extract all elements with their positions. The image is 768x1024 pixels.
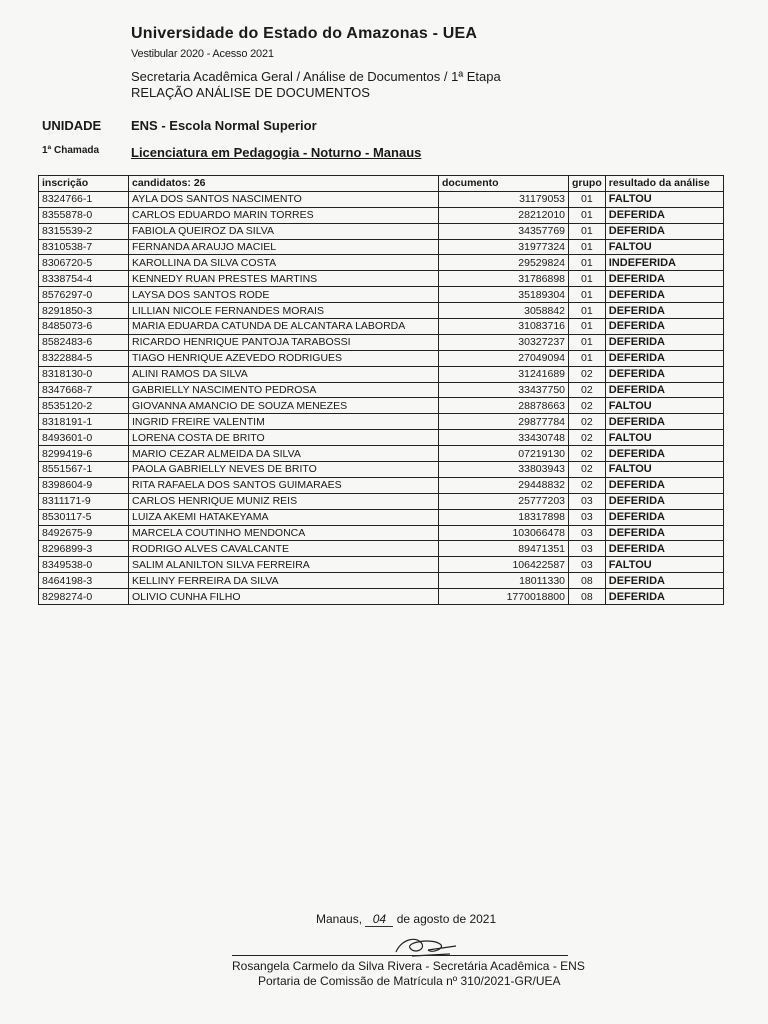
cell-grupo: 03 [569, 525, 606, 541]
cell-inscricao: 8311171-9 [39, 493, 129, 509]
header-grupo: grupo [569, 176, 606, 192]
date-rest: de agosto de 2021 [396, 912, 497, 926]
cell-inscricao: 8349538-0 [39, 557, 129, 573]
cell-grupo: 08 [569, 589, 606, 605]
signer-name: Rosangela Carmelo da Silva Rivera - Secretária Acadêmica - ENS [232, 959, 585, 973]
table-row [39, 525, 724, 541]
cell-inscricao: 8298274-0 [39, 589, 129, 605]
table-row [39, 350, 724, 366]
cell-inscricao: 8582483-6 [39, 334, 129, 350]
cell-nome: ALINI RAMOS DA SILVA [129, 366, 439, 382]
table-row [39, 493, 724, 509]
cell-grupo: 02 [569, 462, 606, 478]
cell-documento: 28878663 [439, 398, 569, 414]
cell-documento: 18011330 [439, 573, 569, 589]
cell-inscricao: 8398604-9 [39, 477, 129, 493]
cell-resultado: DEFERIDA [605, 287, 723, 303]
cell-grupo: 03 [569, 541, 606, 557]
cell-nome: OLIVIO CUNHA FILHO [129, 589, 439, 605]
cell-documento: 30327237 [439, 334, 569, 350]
cell-inscricao: 8493601-0 [39, 430, 129, 446]
cell-inscricao: 8535120-2 [39, 398, 129, 414]
cell-resultado: DEFERIDA [605, 207, 723, 223]
cell-inscricao: 8322884-5 [39, 350, 129, 366]
signature-line [232, 955, 568, 956]
table-row [39, 477, 724, 493]
cell-inscricao: 8576297-0 [39, 287, 129, 303]
cell-documento: 29529824 [439, 255, 569, 271]
cell-grupo: 01 [569, 223, 606, 239]
cell-resultado: DEFERIDA [605, 477, 723, 493]
cell-resultado: DEFERIDA [605, 541, 723, 557]
cell-nome: RITA RAFAELA DOS SANTOS GUIMARAES [129, 477, 439, 493]
cell-nome: LAYSA DOS SANTOS RODE [129, 287, 439, 303]
cell-documento: 33430748 [439, 430, 569, 446]
cell-inscricao: 8347668-7 [39, 382, 129, 398]
cell-grupo: 02 [569, 477, 606, 493]
cell-documento: 31179053 [439, 191, 569, 207]
cell-grupo: 01 [569, 191, 606, 207]
cell-documento: 33803943 [439, 462, 569, 478]
report-title: RELAÇÃO ANÁLISE DE DOCUMENTOS [131, 85, 370, 100]
table-row [39, 398, 724, 414]
cell-documento: 1770018800 [439, 589, 569, 605]
cell-grupo: 03 [569, 557, 606, 573]
cell-inscricao: 8492675-9 [39, 525, 129, 541]
header-documento: documento [439, 176, 569, 192]
cell-grupo: 08 [569, 573, 606, 589]
cell-grupo: 02 [569, 366, 606, 382]
cell-resultado: DEFERIDA [605, 350, 723, 366]
header-candidatos: candidatos: 26 [129, 176, 439, 192]
unidade-label: UNIDADE [42, 118, 102, 133]
cell-nome: KAROLLINA DA SILVA COSTA [129, 255, 439, 271]
table-row [39, 589, 724, 605]
cell-nome: FABIOLA QUEIROZ DA SILVA [129, 223, 439, 239]
table-row [39, 382, 724, 398]
cell-nome: INGRID FREIRE VALENTIM [129, 414, 439, 430]
cell-grupo: 01 [569, 319, 606, 335]
cell-nome: LORENA COSTA DE BRITO [129, 430, 439, 446]
table-row [39, 303, 724, 319]
cell-nome: RICARDO HENRIQUE PANTOJA TARABOSSI [129, 334, 439, 350]
header-resultado: resultado da análise [605, 176, 723, 192]
cell-nome: KELLINY FERREIRA DA SILVA [129, 573, 439, 589]
cell-resultado: FALTOU [605, 557, 723, 573]
cell-documento: 25777203 [439, 493, 569, 509]
cell-documento: 27049094 [439, 350, 569, 366]
cell-grupo: 02 [569, 430, 606, 446]
table-row [39, 557, 724, 573]
cell-resultado: DEFERIDA [605, 509, 723, 525]
cell-grupo: 03 [569, 509, 606, 525]
cell-inscricao: 8324766-1 [39, 191, 129, 207]
cell-documento: 33437750 [439, 382, 569, 398]
cell-documento: 31977324 [439, 239, 569, 255]
cell-inscricao: 8530117-5 [39, 509, 129, 525]
cell-inscricao: 8464198-3 [39, 573, 129, 589]
cell-grupo: 01 [569, 350, 606, 366]
cell-resultado: DEFERIDA [605, 334, 723, 350]
table-row [39, 287, 724, 303]
table-row [39, 334, 724, 350]
cell-inscricao: 8315539-2 [39, 223, 129, 239]
table-row [39, 573, 724, 589]
cell-documento: 31241689 [439, 366, 569, 382]
cell-resultado: FALTOU [605, 239, 723, 255]
cell-nome: TIAGO HENRIQUE AZEVEDO RODRIGUES [129, 350, 439, 366]
cell-documento: 29448832 [439, 477, 569, 493]
cell-resultado: DEFERIDA [605, 573, 723, 589]
table-header-row [39, 176, 724, 192]
cell-nome: GABRIELLY NASCIMENTO PEDROSA [129, 382, 439, 398]
cell-documento: 18317898 [439, 509, 569, 525]
cell-nome: CARLOS HENRIQUE MUNIZ REIS [129, 493, 439, 509]
header-inscricao: inscrição [39, 176, 129, 192]
cell-nome: MARIA EDUARDA CATUNDA DE ALCANTARA LABORDA [129, 319, 439, 335]
table-row [39, 319, 724, 335]
cell-grupo: 01 [569, 239, 606, 255]
cell-grupo: 02 [569, 382, 606, 398]
table-row [39, 239, 724, 255]
cell-nome: CARLOS EDUARDO MARIN TORRES [129, 207, 439, 223]
cell-documento: 3058842 [439, 303, 569, 319]
cell-resultado: FALTOU [605, 398, 723, 414]
cell-resultado: DEFERIDA [605, 414, 723, 430]
cell-nome: FERNANDA ARAUJO MACIEL [129, 239, 439, 255]
cell-documento: 28212010 [439, 207, 569, 223]
table-row [39, 223, 724, 239]
cell-resultado: DEFERIDA [605, 319, 723, 335]
cell-documento: 07219130 [439, 446, 569, 462]
cell-grupo: 01 [569, 255, 606, 271]
cell-nome: AYLA DOS SANTOS NASCIMENTO [129, 191, 439, 207]
table-row [39, 207, 724, 223]
cell-documento: 29877784 [439, 414, 569, 430]
cell-resultado: DEFERIDA [605, 446, 723, 462]
cell-inscricao: 8338754-4 [39, 271, 129, 287]
document-subtitle: Vestibular 2020 - Acesso 2021 [131, 48, 274, 60]
cell-inscricao: 8296899-3 [39, 541, 129, 557]
table-row [39, 541, 724, 557]
cell-nome: RODRIGO ALVES CAVALCANTE [129, 541, 439, 557]
cell-documento: 31786898 [439, 271, 569, 287]
cell-nome: MARIO CEZAR ALMEIDA DA SILVA [129, 446, 439, 462]
cell-nome: GIOVANNA AMANCIO DE SOUZA MENEZES [129, 398, 439, 414]
handwritten-signature [392, 934, 462, 960]
cell-inscricao: 8306720-5 [39, 255, 129, 271]
cell-documento: 89471351 [439, 541, 569, 557]
cell-grupo: 01 [569, 334, 606, 350]
portaria-text: Portaria de Comissão de Matrícula nº 310/2021-GR/UEA [258, 974, 561, 988]
cell-nome: PAOLA GABRIELLY NEVES DE BRITO [129, 462, 439, 478]
table-row [39, 509, 724, 525]
course-name: Licenciatura em Pedagogia - Noturno - Manaus [131, 145, 422, 160]
cell-grupo: 01 [569, 287, 606, 303]
cell-inscricao: 8291850-3 [39, 303, 129, 319]
cell-grupo: 02 [569, 398, 606, 414]
cell-documento: 34357769 [439, 223, 569, 239]
cell-documento: 103066478 [439, 525, 569, 541]
cell-resultado: INDEFERIDA [605, 255, 723, 271]
table-row [39, 414, 724, 430]
cell-resultado: FALTOU [605, 191, 723, 207]
cell-resultado: DEFERIDA [605, 366, 723, 382]
place-date [316, 912, 496, 927]
document-title: Universidade do Estado do Amazonas - UEA [131, 25, 478, 42]
cell-grupo: 02 [569, 446, 606, 462]
cell-resultado: DEFERIDA [605, 589, 723, 605]
cell-inscricao: 8318130-0 [39, 366, 129, 382]
cell-resultado: FALTOU [605, 430, 723, 446]
cell-grupo: 01 [569, 303, 606, 319]
cell-documento: 106422587 [439, 557, 569, 573]
table-row [39, 366, 724, 382]
cell-resultado: DEFERIDA [605, 493, 723, 509]
place-text: Manaus, [316, 912, 363, 926]
cell-nome: KENNEDY RUAN PRESTES MARTINS [129, 271, 439, 287]
cell-inscricao: 8355878-0 [39, 207, 129, 223]
cell-grupo: 01 [569, 271, 606, 287]
table-row [39, 446, 724, 462]
cell-resultado: DEFERIDA [605, 223, 723, 239]
cell-nome: LILLIAN NICOLE FERNANDES MORAIS [129, 303, 439, 319]
cell-inscricao: 8318191-1 [39, 414, 129, 430]
cell-inscricao: 8299419-6 [39, 446, 129, 462]
cell-inscricao: 8485073-6 [39, 319, 129, 335]
department-line: Secretaria Acadêmica Geral / Análise de Documentos / 1ª Etapa [131, 69, 501, 84]
cell-inscricao: 8310538-7 [39, 239, 129, 255]
table-row [39, 271, 724, 287]
cell-resultado: DEFERIDA [605, 271, 723, 287]
cell-documento: 31083716 [439, 319, 569, 335]
cell-grupo: 02 [569, 414, 606, 430]
cell-inscricao: 8551567-1 [39, 462, 129, 478]
cell-nome: SALIM ALANILTON SILVA FERREIRA [129, 557, 439, 573]
cell-grupo: 03 [569, 493, 606, 509]
cell-resultado: FALTOU [605, 462, 723, 478]
candidates-table [38, 175, 724, 605]
date-day: 04 [365, 912, 393, 927]
cell-documento: 35189304 [439, 287, 569, 303]
cell-grupo: 01 [569, 207, 606, 223]
chamada-label: 1ª Chamada [42, 145, 100, 156]
unidade-value: ENS - Escola Normal Superior [131, 118, 317, 133]
cell-resultado: DEFERIDA [605, 382, 723, 398]
cell-resultado: DEFERIDA [605, 303, 723, 319]
cell-nome: MARCELA COUTINHO MENDONCA [129, 525, 439, 541]
cell-resultado: DEFERIDA [605, 525, 723, 541]
table-row [39, 430, 724, 446]
table-row [39, 191, 724, 207]
cell-nome: LUIZA AKEMI HATAKEYAMA [129, 509, 439, 525]
table-row [39, 462, 724, 478]
table-row [39, 255, 724, 271]
